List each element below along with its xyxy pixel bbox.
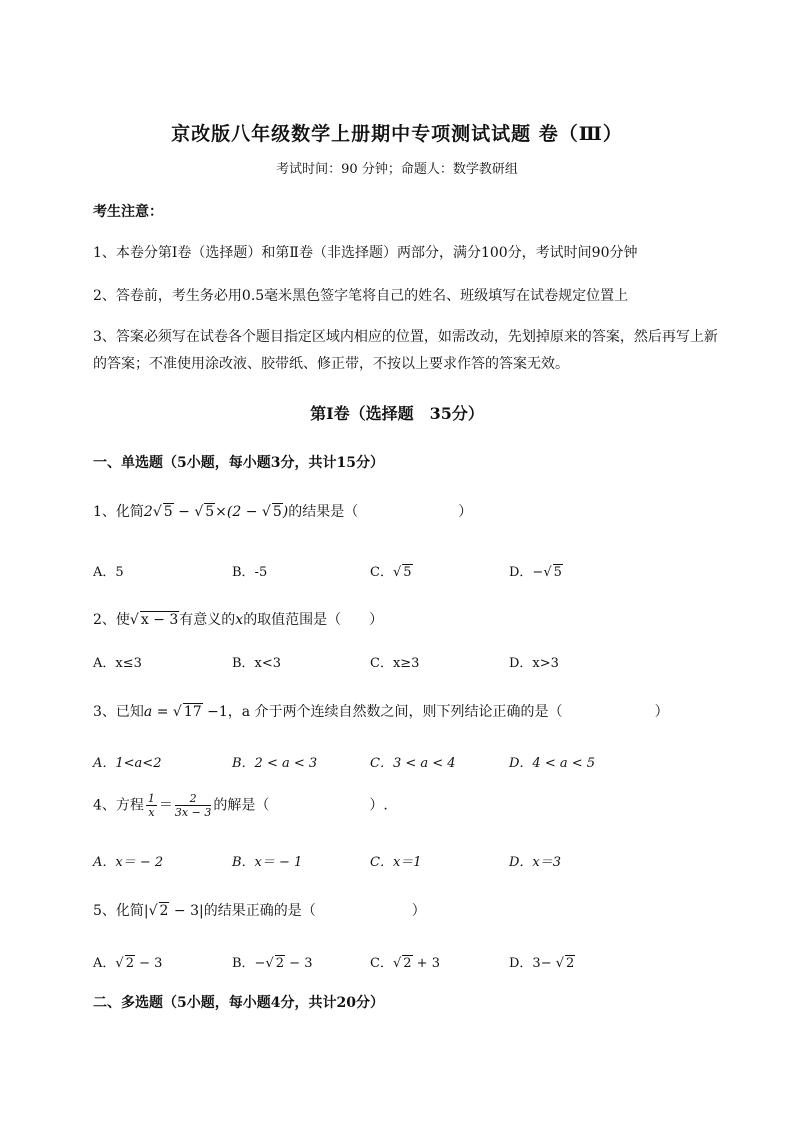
expr-part: −1	[202, 704, 228, 720]
sqrt-radicand: x − 3	[140, 612, 179, 628]
notice-item: 1、本卷分第Ⅰ卷（选择题）和第Ⅱ卷（非选择题）两部分，满分100分，考试时间90分钟	[93, 245, 638, 261]
option-label: B．−	[232, 956, 266, 971]
option-c[interactable]: C．x≥3	[370, 656, 420, 671]
sqrt-radicand: 5	[205, 504, 215, 520]
expr-part: =	[152, 704, 173, 720]
sqrt-radicand: 2	[159, 903, 169, 919]
option-c[interactable]: C．√ 5	[370, 565, 412, 580]
option-a[interactable]: A．x≤3	[93, 656, 142, 671]
option-d[interactable]: D．x＝3	[509, 855, 562, 870]
option-b[interactable]: B．−√ 2 − 3	[232, 956, 313, 971]
section-title: 第Ⅰ卷（选择题 35分）	[310, 404, 484, 423]
question-3: 3、已知a = √ 17 −1，a 介于两个连续自然数之间，则下列结论正确的是（ ）	[93, 704, 669, 720]
part-heading: 二、多选题（5小题，每小题4分，共计20分）	[93, 995, 384, 1011]
option-c[interactable]: C．3 < a < 4	[370, 756, 456, 771]
option-label: C．	[370, 956, 393, 971]
question-number: 5、化简|	[93, 903, 149, 919]
fraction	[146, 792, 157, 819]
expr-part: − 3	[134, 956, 163, 971]
question-number: 2、使	[93, 612, 130, 628]
expr-part: + 3	[412, 956, 440, 971]
option-b[interactable]: B．x＝ − 1	[232, 855, 303, 870]
question-number: 3、已知	[93, 704, 144, 720]
question-text: ）.	[369, 797, 388, 814]
sqrt-radicand: 2	[566, 956, 575, 971]
question-5: 5、化简|√ 2 − 3|的结果正确的是（ ）	[93, 903, 426, 919]
sqrt-radicand: 5	[403, 565, 412, 580]
expr-part: ×(2 −	[215, 504, 262, 520]
option-b[interactable]: B．x<3	[232, 656, 282, 671]
option-d[interactable]: D．x>3	[509, 656, 559, 671]
question-text: 的取值范围是（ ）	[243, 612, 384, 628]
part-heading: 一、单选题（5小题，每小题3分，共计15分）	[93, 455, 384, 471]
expr-part: ＝	[158, 797, 173, 814]
denominator: x	[148, 806, 155, 819]
sqrt-radicand: 2	[403, 956, 412, 971]
option-b[interactable]: B．-5	[232, 565, 268, 580]
notice-heading: 考生注意：	[93, 204, 163, 220]
question-4	[93, 792, 388, 819]
page-title: 京改版八年级数学上册期中专项测试试题 卷（Ⅲ）	[171, 123, 623, 145]
expr-part: )	[282, 504, 289, 520]
question-2: 2、使√ x − 3有意义的x的取值范围是（ ）	[93, 612, 384, 628]
expr-part: − 3|	[169, 903, 204, 919]
math-expression: 2√ 5 − √ 5×(2 − √ 5)	[143, 504, 289, 520]
question-text: ）	[654, 704, 669, 720]
notice-item: 3、答案必须写在试卷各个题目指定区域内相应的位置，如需改动，先划掉原来的答案，然后再写上新	[93, 329, 718, 345]
question-text: ）	[458, 504, 473, 520]
expr-part: 2	[143, 504, 153, 520]
fraction	[175, 792, 211, 819]
option-a[interactable]: A．5	[93, 565, 124, 580]
notice-item: 2、答卷前，考生务必用0.5毫米黑色签字笔将自己的姓名、班级填写在试卷规定位置上	[93, 288, 629, 304]
option-d[interactable]: D．−√ 5	[509, 565, 562, 580]
option-label: D．3−	[509, 956, 556, 971]
notice-item: 的答案；不准使用涂改液、胶带纸、修正带，不按以上要求作答的答案无效。	[93, 356, 569, 372]
question-1	[93, 501, 472, 521]
option-a[interactable]: A．√ 2 − 3	[93, 956, 163, 971]
option-label: A．	[93, 956, 116, 971]
option-d[interactable]: D．3− √ 2	[509, 956, 575, 971]
option-a[interactable]: A．1<a<2	[93, 756, 162, 771]
numerator: 1	[147, 792, 155, 805]
variable: x	[235, 612, 244, 628]
variable: a	[143, 704, 153, 720]
option-d[interactable]: D．4 < a < 5	[509, 756, 596, 771]
sqrt-radicand: 5	[272, 504, 282, 520]
question-text: ，a 介于两个连续自然数之间，则下列结论正确的是（	[227, 704, 563, 720]
option-label: D．−	[509, 565, 544, 580]
sqrt-radicand: 2	[275, 956, 285, 971]
question-text: 的结果正确的是（	[203, 903, 316, 919]
expr-part: − 3	[285, 956, 313, 971]
question-text: 的结果是（	[288, 504, 359, 520]
question-text: 的解是（	[213, 797, 270, 814]
sqrt-radicand: 17	[183, 704, 202, 720]
question-text: 有意义的	[179, 612, 236, 628]
option-a[interactable]: A．x＝ − 2	[93, 855, 164, 870]
exam-info: 考试时间：90 分钟；命题人：数学教研组	[276, 162, 518, 177]
option-c[interactable]: C．√ 2 + 3	[370, 956, 440, 971]
option-c[interactable]: C．x＝1	[370, 855, 422, 870]
question-number: 4、方程	[93, 797, 144, 814]
sqrt-radicand: 5	[163, 504, 173, 520]
option-label: C．	[370, 565, 393, 580]
sqrt-radicand: 2	[125, 956, 134, 971]
option-b[interactable]: B．2 < a < 3	[232, 756, 318, 771]
expr-part: −	[173, 504, 195, 520]
question-text: ）	[411, 903, 426, 919]
denominator: 3x − 3	[174, 806, 212, 819]
question-number: 1、化简	[93, 504, 144, 520]
numerator: 2	[175, 792, 211, 806]
sqrt-radicand: 5	[553, 565, 562, 580]
